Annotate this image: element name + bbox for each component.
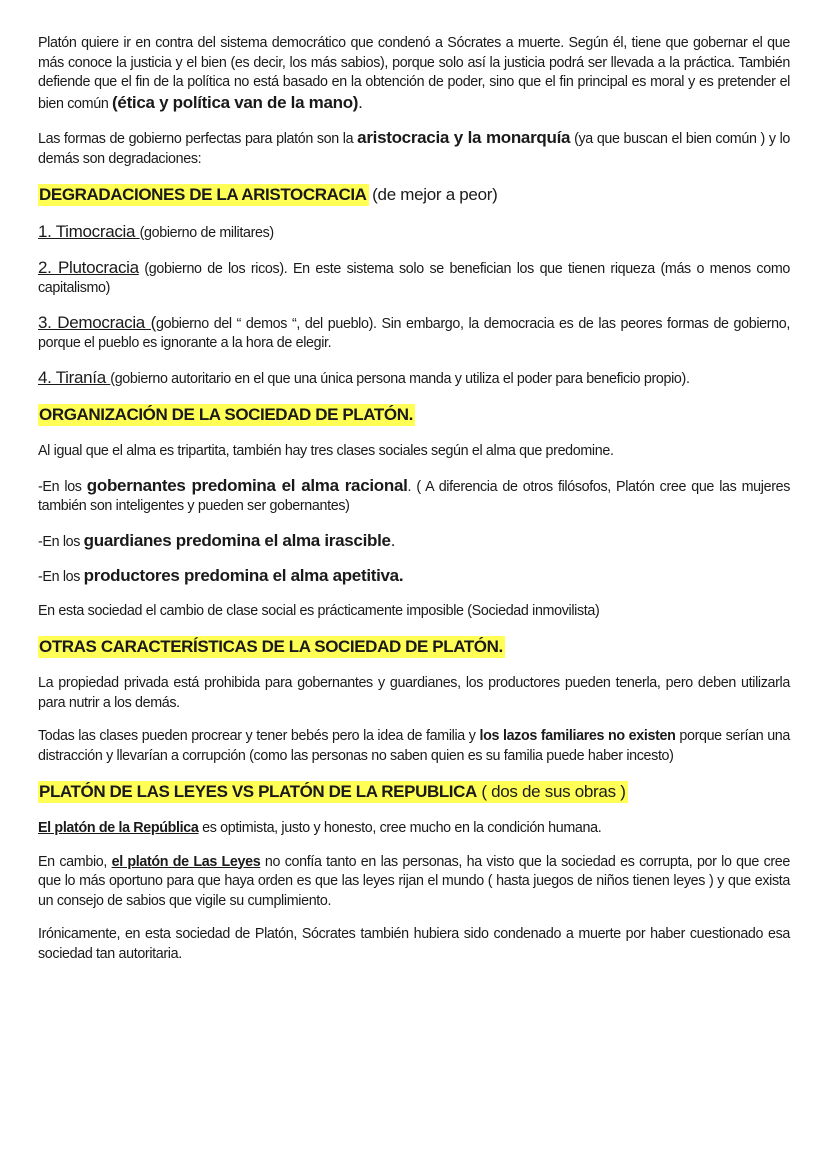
org-gobernantes-post: . ( A diferencia de otros filósofos, Platón cree que las mujeres también son inteligentes y pueden ser gobernantes): [38, 478, 791, 514]
org-productores-pre: -En los: [38, 569, 84, 585]
forms-text-2: (ya que buscan el bien común ) y lo demás son degradaciones:: [38, 131, 790, 167]
intro-paragraph: [38, 34, 790, 114]
degradation-text: (gobierno autoritario en el que una única persona manda y utiliza el poder para beneficio propio).: [110, 370, 690, 387]
degradation-item: [38, 313, 790, 354]
forms-paragraph: [38, 128, 790, 169]
otras-p2-pre: Todas las clases pueden procrear y tener bebés pero la idea de familia y: [38, 728, 480, 744]
republica-paragraph: [38, 819, 790, 839]
heading-otras-title: OTRAS CARACTERÍSTICAS DE LA SOCIEDAD DE PLATÓN.: [39, 637, 503, 656]
heading-organizacion-title: ORGANIZACIÓN DE LA SOCIEDAD DE PLATÓN.: [39, 405, 413, 424]
leyes-paragraph: [38, 853, 790, 912]
otras-p2-bold: los lazos familiares no existen: [479, 728, 676, 744]
heading-leyes-note: ( dos de sus obras ): [476, 782, 626, 801]
heading-leyes-title: PLATÓN DE LAS LEYES VS PLATÓN DE LA REPUBLICA: [39, 782, 477, 801]
heading-organizacion: [38, 403, 790, 428]
forms-text: Las formas de gobierno perfectas para platón son la: [38, 131, 358, 147]
degradation-label: 2. Plutocracia: [38, 257, 139, 277]
final-paragraph: Irónicamente, en esta sociedad de Platón, Sócrates también hubiera sido condenado a muerte por haber cuestionado esa sociedad tan autoritaria.: [38, 926, 790, 962]
intro-end: .: [358, 92, 363, 112]
republica-bold: El platón de la República: [38, 820, 199, 836]
leyes-bold: el platón de Las Leyes: [111, 853, 261, 870]
otras-paragraph-1: La propiedad privada está prohibida para gobernantes y guardianes, los productores pueden tenerla, pero deben utilizarla para nutrir a los demás.: [38, 675, 790, 711]
otras-p2-post: porque serían una distracción y llevarían a corrupción (como las personas no saben quien es su familia puede haber incesto): [38, 728, 790, 764]
org-guardianes: [38, 531, 790, 553]
org-guardianes-post: .: [390, 530, 396, 550]
intro-bold: (ética y política van de la mano): [112, 92, 359, 112]
heading-otras: [38, 635, 790, 660]
org-productores-bold: productores predomina el alma apetitiva.: [83, 566, 404, 585]
org-gobernantes-bold: gobernantes predomina el alma racional: [86, 475, 408, 495]
intro-text: Platón quiere ir en contra del sistema democrático que condenó a Sócrates a muerte. Según él, tiene que gobernar el que más conoce la justicia y el bien (es decir, los más sabios), porque solo así la justicia podrá ser llevada a la práctica. También defiende que el fin de la política no está basado en la obtención de poder, sino que el fin principal es moral y es pretender el bien común: [38, 35, 790, 112]
heading-degradaciones-title: DEGRADACIONES DE LA ARISTOCRACIA: [39, 185, 367, 204]
degradation-item: [38, 222, 790, 244]
org-gobernantes: [38, 476, 790, 517]
heading-leyes: [38, 780, 790, 805]
org-gobernantes-pre: -En los: [38, 478, 87, 495]
org-end: En esta sociedad el cambio de clase social es prácticamente imposible (Sociedad inmovilista): [38, 602, 600, 619]
degradation-item: [38, 258, 790, 299]
org-intro: Al igual que el alma es tripartita, también hay tres clases sociales según el alma que predomine.: [38, 443, 614, 459]
otras-paragraph-2: [38, 727, 790, 766]
degradation-label: 1. Timocracia: [38, 222, 140, 241]
degradation-label: 3. Democracia (: [38, 312, 156, 332]
degradation-item: [38, 368, 790, 390]
leyes-pre: En cambio,: [38, 853, 112, 870]
org-guardianes-bold: guardianes predomina el alma irascible: [83, 530, 391, 550]
degradation-text: (gobierno de los ricos). En este sistema solo se benefician los que tienen riqueza (más o menos como capitalismo): [38, 260, 790, 296]
leyes-text: no confía tanto en las personas, ha visto que la sociedad es corrupta, por lo que cree que lo más oportuno para que haya orden es que las leyes rijan el mundo ( hasta juegos de niños tienen leyes ) y que exista un consejo de sabios que vigile su cumplimiento.: [38, 853, 790, 909]
forms-bold: aristocracia y la monarquía: [357, 128, 571, 147]
degradation-label: 4. Tiranía: [38, 367, 111, 387]
degradation-text: gobierno del “ demos “, del pueblo). Sin embargo, la democracia es de las peores formas de gobierno, porque el pueblo es ignorante a la hora de elegir.: [38, 315, 791, 351]
republica-text: es optimista, justo y honesto, cree mucho en la condición humana.: [198, 820, 602, 836]
heading-degradaciones-note: (de mejor a peor): [372, 185, 498, 204]
degradation-text: (gobierno de militares): [139, 225, 274, 241]
heading-degradaciones: [38, 183, 790, 208]
org-productores: [38, 566, 790, 588]
org-guardianes-pre: -En los: [38, 533, 84, 550]
